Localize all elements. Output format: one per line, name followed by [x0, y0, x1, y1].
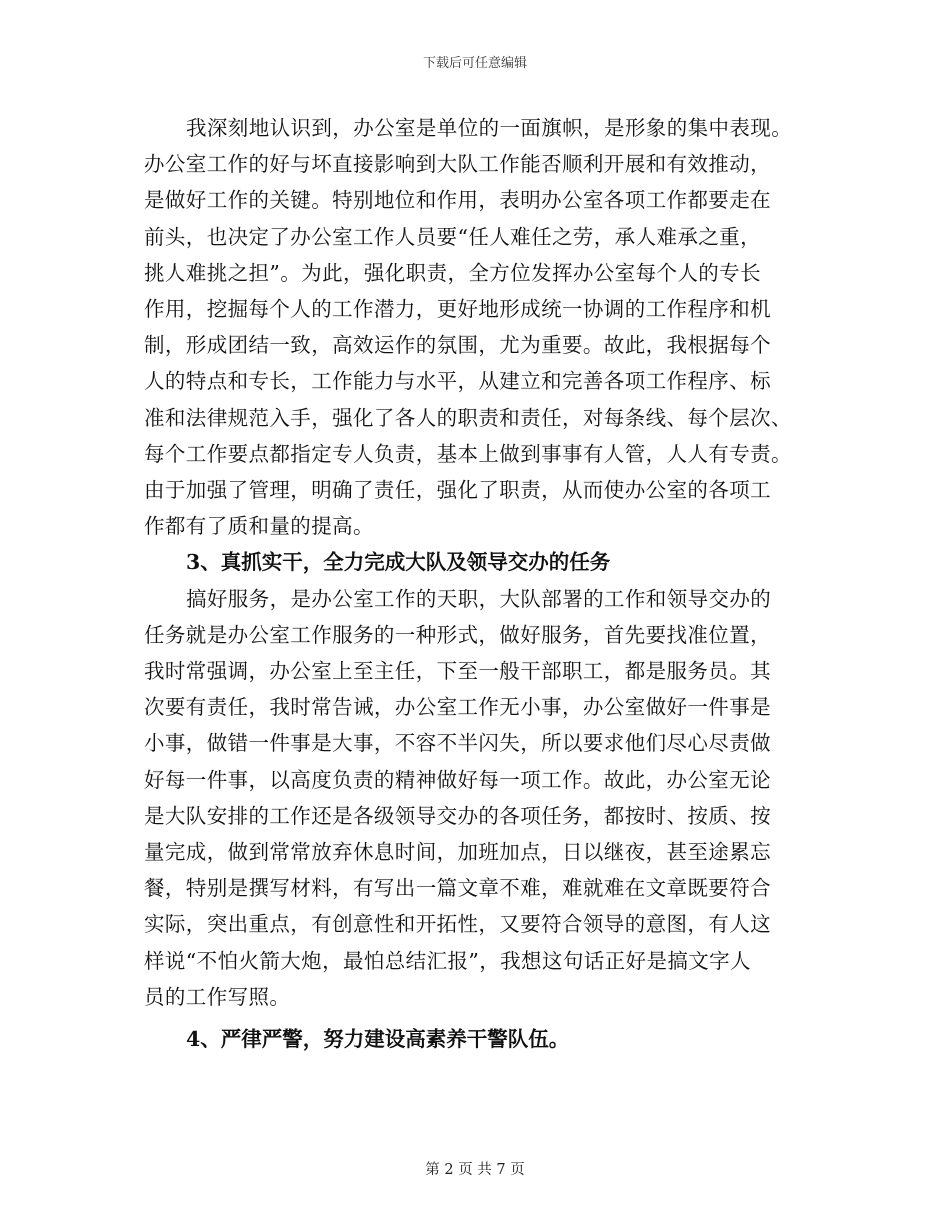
- section-heading-3: 3、真抓实干，全力完成大队及领导交办的任务: [186, 550, 611, 575]
- paragraph-line: 员的工作写照。: [144, 984, 291, 1009]
- paragraph-line: 办公室工作的好与坏直接影响到大队工作能否顺利开展和有效推动，: [144, 152, 771, 177]
- paragraph-line: 前头，也决定了办公室工作人员要“任人难任之劳，承人难承之重，: [144, 224, 761, 249]
- section-heading-4: 4、严律严警，努力建设高素养干警队伍。: [186, 1027, 570, 1052]
- paragraph-line: 搞好服务，是办公室工作的天职，大队部署的工作和领导交办的: [186, 586, 772, 611]
- paragraph-line: 准和法律规范入手，强化了各人的职责和责任，对每条线、每个层次、: [144, 405, 792, 430]
- document-body: [144, 110, 824, 1057]
- paragraph-line: 是做好工作的关键。特别地位和作用，表明办公室各项工作都要走在: [144, 188, 771, 213]
- paragraph-line: 任务就是办公室工作服务的一种形式，做好服务，首先要找准位置，: [144, 622, 771, 647]
- paragraph-line: 每个工作要点都指定专人负责，基本上做到事事有人管，人人有专责。: [144, 441, 792, 466]
- page-header: 下载后可任意编辑: [422, 56, 527, 71]
- paragraph-line: 样说“不怕火箭大炮，最怕总结汇报”，我想这句话正好是搞文字人: [144, 948, 751, 973]
- paragraph-line: 是大队安排的工作还是各级领导交办的各项任务，都按时、按质、按: [144, 803, 771, 828]
- paragraph-line: 人的特点和专长，工作能力与水平，从建立和完善各项工作程序、标: [144, 369, 771, 394]
- paragraph-line: 制，形成团结一致，高效运作的氛围，尤为重要。故此，我根据每个: [144, 333, 771, 358]
- paragraph-line: 次要有责任，我时常告诫，办公室工作无小事，办公室做好一件事是: [144, 695, 771, 720]
- paragraph-line: 餐，特别是撰写材料，有写出一篇文章不难，难就难在文章既要符合: [144, 876, 771, 901]
- paragraph-line: 我时常强调，办公室上至主任，下至一般干部职工，都是服务员。其: [144, 659, 771, 684]
- paragraph-1: [144, 110, 824, 544]
- paragraph-line: 挑人难挑之担”。为此，强化职责，全方位发挥办公室每个人的专长: [144, 260, 761, 285]
- paragraph-line: 作都有了质和量的提高。: [144, 514, 374, 539]
- paragraph-2: [144, 581, 824, 1015]
- paragraph-line: 实际，突出重点，有创意性和开拓性，又要符合领导的意图，有人这: [144, 912, 771, 937]
- paragraph-line: 由于加强了管理，明确了责任，强化了职责，从而使办公室的各项工: [144, 478, 771, 503]
- page-number: 第 2 页 共 7 页: [425, 1162, 525, 1178]
- paragraph-line: 小事，做错一件事是大事，不容不半闪失，所以要求他们尽心尽责做: [144, 731, 771, 756]
- paragraph-line: 量完成，做到常常放弃休息时间，加班加点，日以继夜，甚至途累忘: [144, 840, 771, 865]
- paragraph-line: 作用，挖掘每个人的工作潜力，更好地形成统一协调的工作程序和机: [144, 297, 771, 322]
- paragraph-line: 好每一件事，以高度负责的精神做好每一项工作。故此，办公室无论: [144, 767, 771, 792]
- paragraph-line: 我深刻地认识到，办公室是单位的一面旗帜，是形象的集中表现。: [186, 116, 793, 140]
